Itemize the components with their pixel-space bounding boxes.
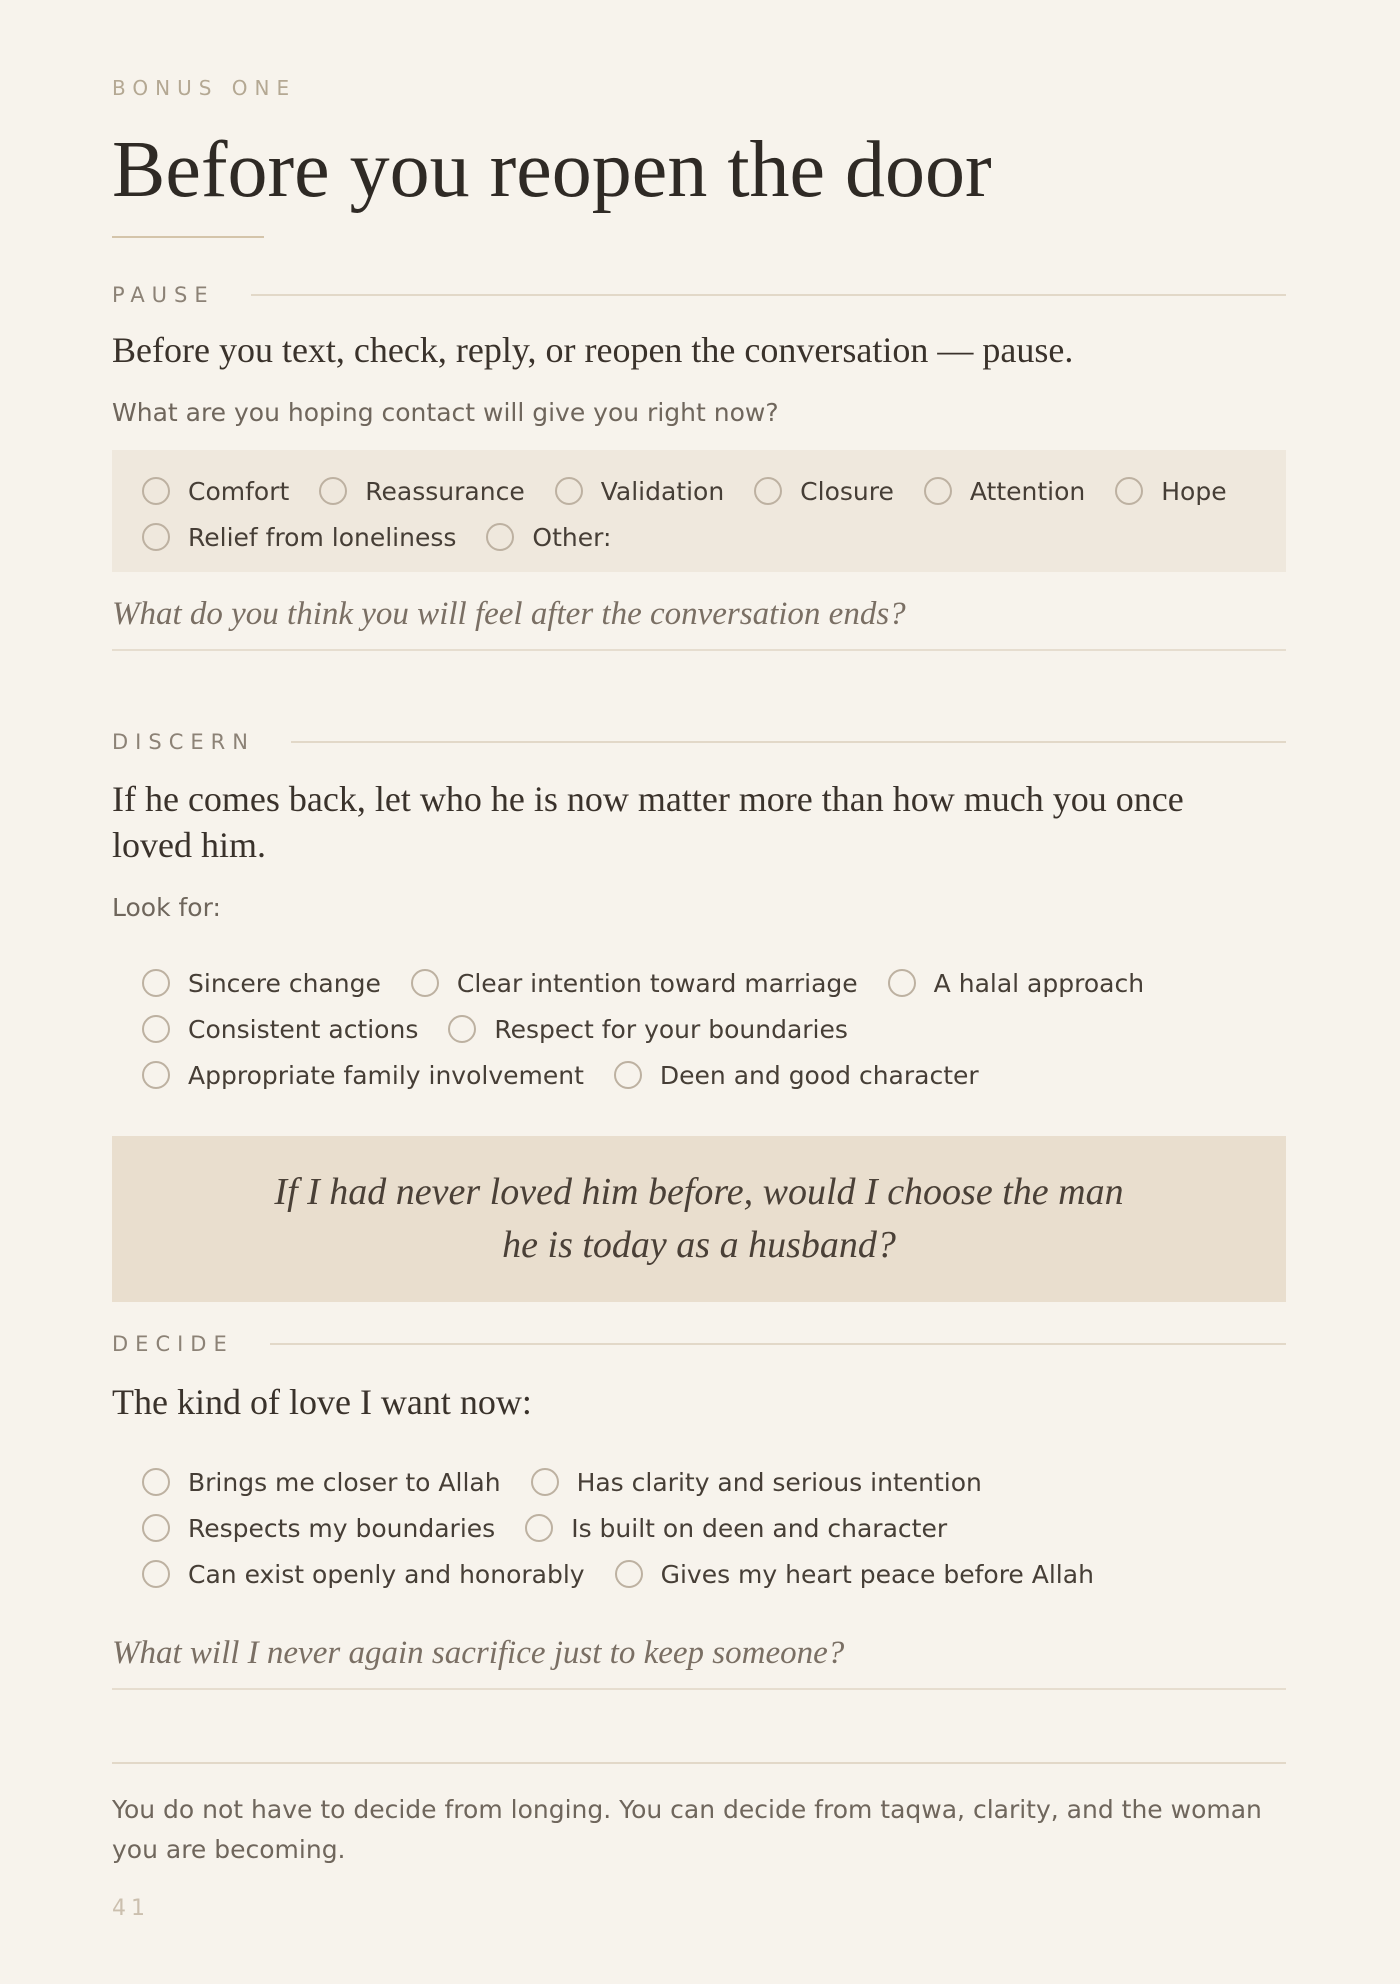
option-hope[interactable]: Hope	[1115, 477, 1226, 506]
pause-question: What are you hoping contact will give you right now?	[112, 398, 779, 427]
reflection-quote: If I had never loved him before, would I choose the man he is today as a husband?	[274, 1171, 1124, 1266]
option-other[interactable]: Other:	[486, 523, 611, 552]
radio-circle[interactable]	[614, 1061, 642, 1089]
radio-circle[interactable]	[924, 477, 952, 505]
section-eyebrow: BONUS ONE	[112, 76, 297, 100]
option-clear-intention[interactable]: Clear intention toward marriage	[411, 969, 858, 998]
option-deen-and-character[interactable]: Is built on deen and character	[525, 1514, 947, 1543]
radio-circle[interactable]	[525, 1514, 553, 1542]
option-halal-approach[interactable]: A halal approach	[888, 969, 1144, 998]
decide-reflection-prompt[interactable]: What will I never again sacrifice just to keep someone?	[112, 1635, 1286, 1690]
options-row	[142, 1505, 1256, 1551]
option-consistent-actions[interactable]: Consistent actions	[142, 1015, 418, 1044]
radio-circle[interactable]	[142, 523, 170, 551]
option-family-involvement[interactable]: Appropriate family involvement	[142, 1061, 584, 1090]
decide-label: DECIDE	[112, 1332, 234, 1356]
options-row	[142, 960, 1256, 1006]
discern-lead: If he comes back, let who he is now matter more than how much you once loved him.	[112, 779, 1184, 865]
section-divider	[270, 1343, 1286, 1345]
option-reassurance[interactable]: Reassurance	[319, 477, 524, 506]
option-heart-peace[interactable]: Gives my heart peace before Allah	[615, 1560, 1094, 1589]
radio-circle[interactable]	[319, 477, 347, 505]
radio-circle[interactable]	[411, 969, 439, 997]
look-for-label: Look for:	[112, 893, 221, 922]
discern-options	[112, 960, 1286, 1098]
decide-section-header	[112, 1329, 1286, 1359]
options-row	[142, 514, 1256, 560]
radio-circle[interactable]	[754, 477, 782, 505]
option-relief-from-loneliness[interactable]: Relief from loneliness	[142, 523, 456, 552]
radio-circle[interactable]	[142, 969, 170, 997]
option-attention[interactable]: Attention	[924, 477, 1085, 506]
title-underline	[112, 236, 264, 238]
closing-note: You do not have to decide from longing. You can decide from taqwa, clarity, and the woman you are becoming.	[112, 1795, 1262, 1864]
pause-label: PAUSE	[112, 283, 215, 307]
option-respect-boundaries[interactable]: Respect for your boundaries	[448, 1015, 848, 1044]
decide-lead: The kind of love I want now:	[112, 1382, 532, 1422]
option-deen-character[interactable]: Deen and good character	[614, 1061, 979, 1090]
discern-section-header	[112, 727, 1286, 757]
radio-circle[interactable]	[142, 1560, 170, 1588]
radio-circle[interactable]	[142, 1015, 170, 1043]
discern-label: DISCERN	[112, 730, 255, 754]
radio-circle[interactable]	[142, 1061, 170, 1089]
option-closure[interactable]: Closure	[754, 477, 894, 506]
pause-section-header	[112, 280, 1286, 310]
reflection-quote-box	[112, 1136, 1286, 1302]
radio-circle[interactable]	[486, 523, 514, 551]
footer-divider	[112, 1762, 1286, 1764]
section-divider	[251, 294, 1286, 296]
option-clarity-intention[interactable]: Has clarity and serious intention	[531, 1468, 982, 1497]
section-divider	[291, 741, 1286, 743]
radio-circle[interactable]	[142, 1468, 170, 1496]
options-row	[142, 1459, 1256, 1505]
radio-circle[interactable]	[1115, 477, 1143, 505]
radio-circle[interactable]	[531, 1468, 559, 1496]
option-validation[interactable]: Validation	[555, 477, 724, 506]
radio-circle[interactable]	[448, 1015, 476, 1043]
options-row	[142, 1052, 1256, 1098]
options-row	[142, 1551, 1256, 1597]
option-closer-to-allah[interactable]: Brings me closer to Allah	[142, 1468, 501, 1497]
pause-lead: Before you text, check, reply, or reopen the conversation — pause.	[112, 330, 1074, 370]
option-respects-boundaries[interactable]: Respects my boundaries	[142, 1514, 495, 1543]
option-sincere-change[interactable]: Sincere change	[142, 969, 381, 998]
option-comfort[interactable]: Comfort	[142, 477, 289, 506]
page-number: 41	[112, 1896, 150, 1921]
option-openly-honorably[interactable]: Can exist openly and honorably	[142, 1560, 585, 1589]
radio-circle[interactable]	[142, 1514, 170, 1542]
radio-circle[interactable]	[555, 477, 583, 505]
radio-circle[interactable]	[142, 477, 170, 505]
pause-options	[112, 450, 1286, 572]
radio-circle[interactable]	[615, 1560, 643, 1588]
page-title: Before you reopen the door	[112, 126, 992, 214]
radio-circle[interactable]	[888, 969, 916, 997]
options-row	[142, 468, 1256, 514]
options-row	[142, 1006, 1256, 1052]
pause-reflection-prompt[interactable]: What do you think you will feel after the conversation ends?	[112, 596, 1286, 651]
decide-options	[112, 1459, 1286, 1597]
